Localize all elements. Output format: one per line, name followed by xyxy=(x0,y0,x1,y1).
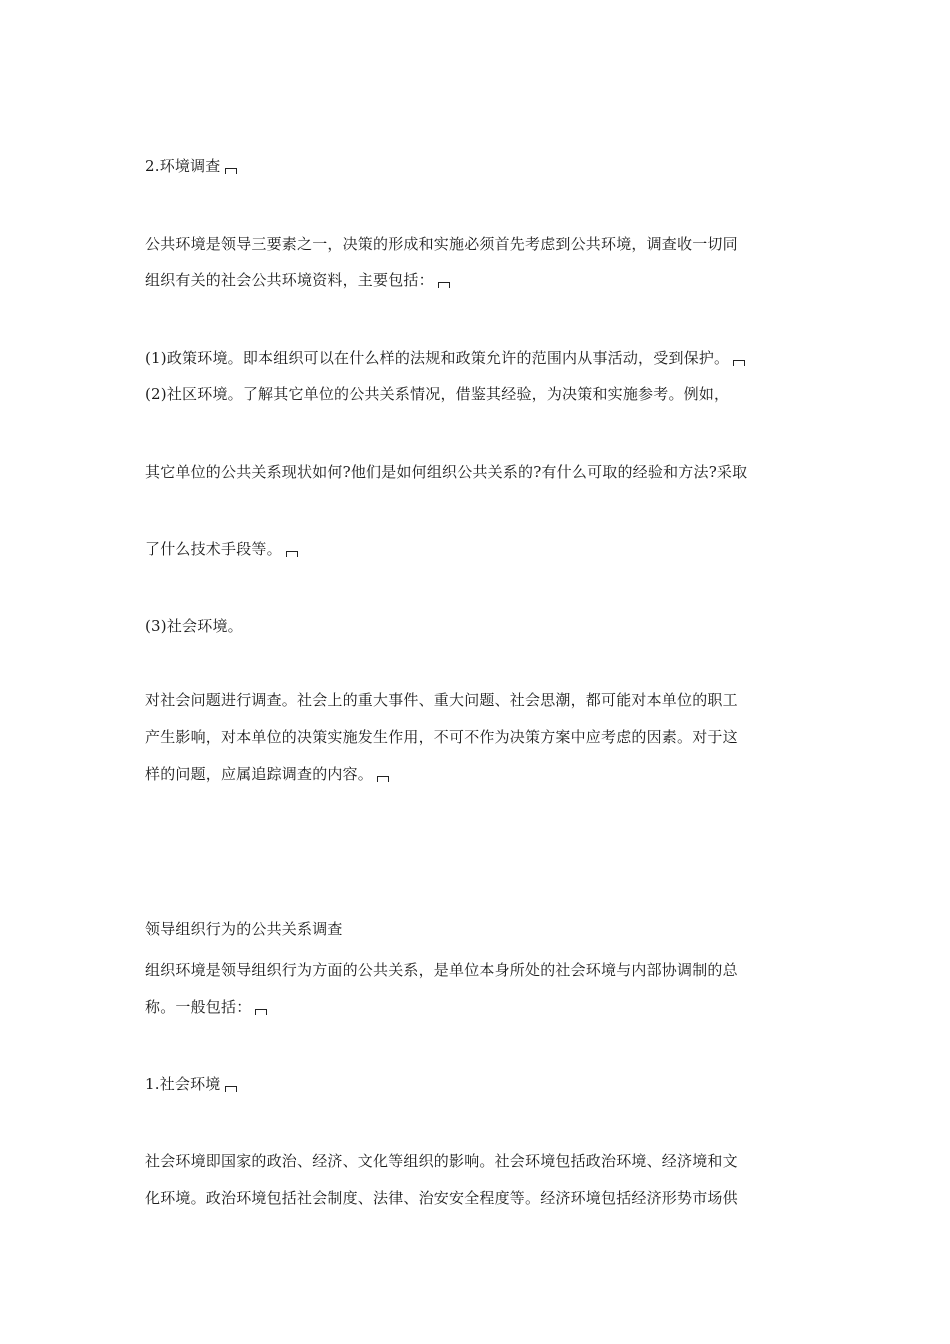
text-line: 样的问题，应属追踪调查的内容。 xyxy=(145,764,389,784)
text-line: 化环境。政治环境包括社会制度、法律、治安安全程度等。经济环境包括经济形势市场供 xyxy=(145,1189,738,1207)
text-line: 对社会问题进行调查。社会上的重大事件、重大问题、社会思潮，都可能对本单位的职工 xyxy=(145,691,738,709)
paragraph-mark-icon xyxy=(255,1009,267,1015)
text-line: (2)社区环境。了解其它单位的公共关系情况，借鉴其经验，为决策和实施参考。例如， xyxy=(145,385,730,403)
text-line: (3)社会环境。 xyxy=(145,617,243,635)
text-line: 其它单位的公共关系现状如何?他们是如何组织公共关系的?有什么可取的经验和方法?采取 xyxy=(145,463,748,481)
text-line: (1)政策环境。即本组织可以在什么样的法规和政策允许的范围内从事活动，受到保护。 xyxy=(145,348,745,368)
paragraph-mark-icon xyxy=(438,282,450,288)
subheading-social-environment: 1.社会环境 xyxy=(145,1074,237,1094)
paragraph-mark-icon xyxy=(225,168,237,174)
text-line: 产生影响，对本单位的决策实施发生作用，不可不作为决策方案中应考虑的因素。对于这 xyxy=(145,728,738,746)
heading-environment-survey: 2.环境调查 xyxy=(145,156,237,176)
text-line: 社会环境即国家的政治、经济、文化等组织的影响。社会环境包括政治环境、经济境和文 xyxy=(145,1152,738,1170)
paragraph-mark-icon xyxy=(733,360,745,366)
paragraph-mark-icon xyxy=(225,1086,237,1092)
text-line: 了什么技术手段等。 xyxy=(145,539,298,559)
text-line: 组织有关的社会公共环境资料，主要包括： xyxy=(145,270,450,290)
paragraph-mark-icon xyxy=(377,776,389,782)
paragraph-mark-icon xyxy=(286,551,298,557)
text-line: 公共环境是领导三要素之一，决策的形成和实施必须首先考虑到公共环境，调查收一切同 xyxy=(145,235,738,253)
text-line: 称。一般包括： xyxy=(145,997,267,1017)
section-heading: 领导组织行为的公共关系调查 xyxy=(145,920,343,938)
text-line: 组织环境是领导组织行为方面的公共关系，是单位本身所处的社会环境与内部协调制的总 xyxy=(145,961,738,979)
